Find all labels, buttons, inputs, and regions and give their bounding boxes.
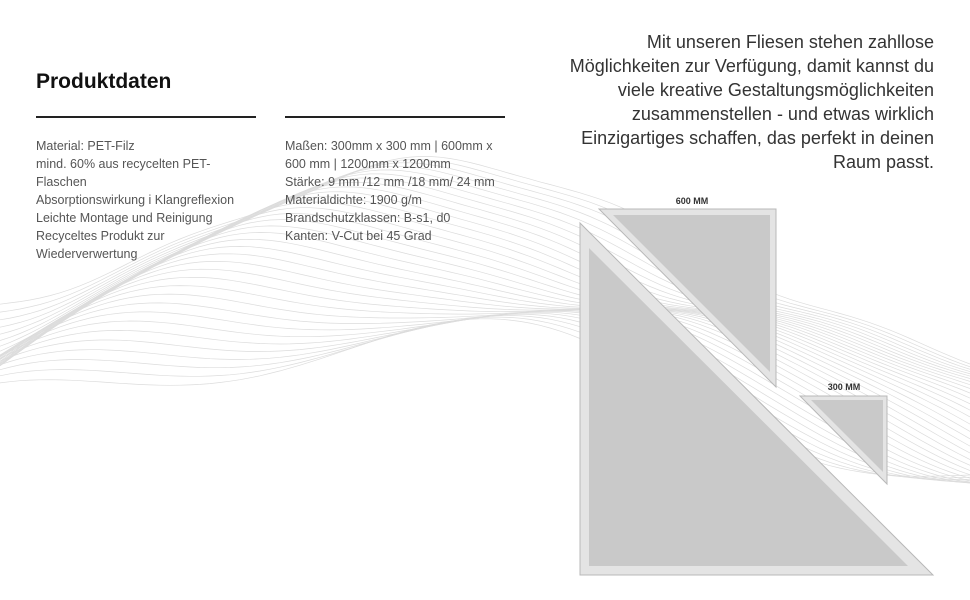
spec-line: 600 mm | 1200mm x 1200mm (285, 157, 451, 171)
intro-line: Möglichkeiten zur Verfügung, damit kannst du (569, 56, 934, 76)
technical-specs-list (285, 137, 495, 245)
spec-line: Brandschutzklassen: B-s1, d0 (285, 211, 451, 225)
feature-line: Flaschen (36, 175, 87, 189)
intro-line: Raum passt. (832, 152, 934, 172)
intro-line: zusammenstellen - und etwas wirklich (631, 104, 934, 124)
heading-divider-middle (285, 116, 505, 118)
heading-divider-left (36, 116, 256, 118)
feature-line: Absorptionswirkung i Klangreflexion (36, 193, 235, 207)
intro-line: Einzigartiges schaffen, das perfekt in deinen (581, 128, 934, 148)
feature-line: Recyceltes Produkt zur (36, 229, 165, 243)
feature-line: Wiederverwertung (36, 247, 138, 261)
feature-line: Leichte Montage und Reinigung (36, 211, 213, 225)
product-features-list (36, 137, 234, 263)
spec-line: Maßen: 300mm x 300 mm | 600mm x (285, 139, 493, 153)
label-600mm: 600 MM (675, 196, 709, 206)
intro-line: Mit unseren Fliesen stehen zahllose (646, 32, 934, 52)
spec-line: Kanten: V-Cut bei 45 Grad (285, 229, 432, 243)
page-title: Produktdaten (36, 70, 172, 93)
tile-illustration (570, 180, 950, 590)
spec-line: Materialdichte: 1900 g/m (285, 193, 422, 207)
intro-paragraph (494, 30, 934, 174)
intro-line: viele kreative Gestaltungsmöglichkeiten (617, 80, 934, 100)
feature-line: Material: PET-Filz (36, 139, 135, 153)
label-300mm: 300 MM (827, 382, 861, 392)
feature-line: mind. 60% aus recycelten PET- (36, 157, 211, 171)
spec-line: Stärke: 9 mm /12 mm /18 mm/ 24 mm (285, 175, 495, 189)
